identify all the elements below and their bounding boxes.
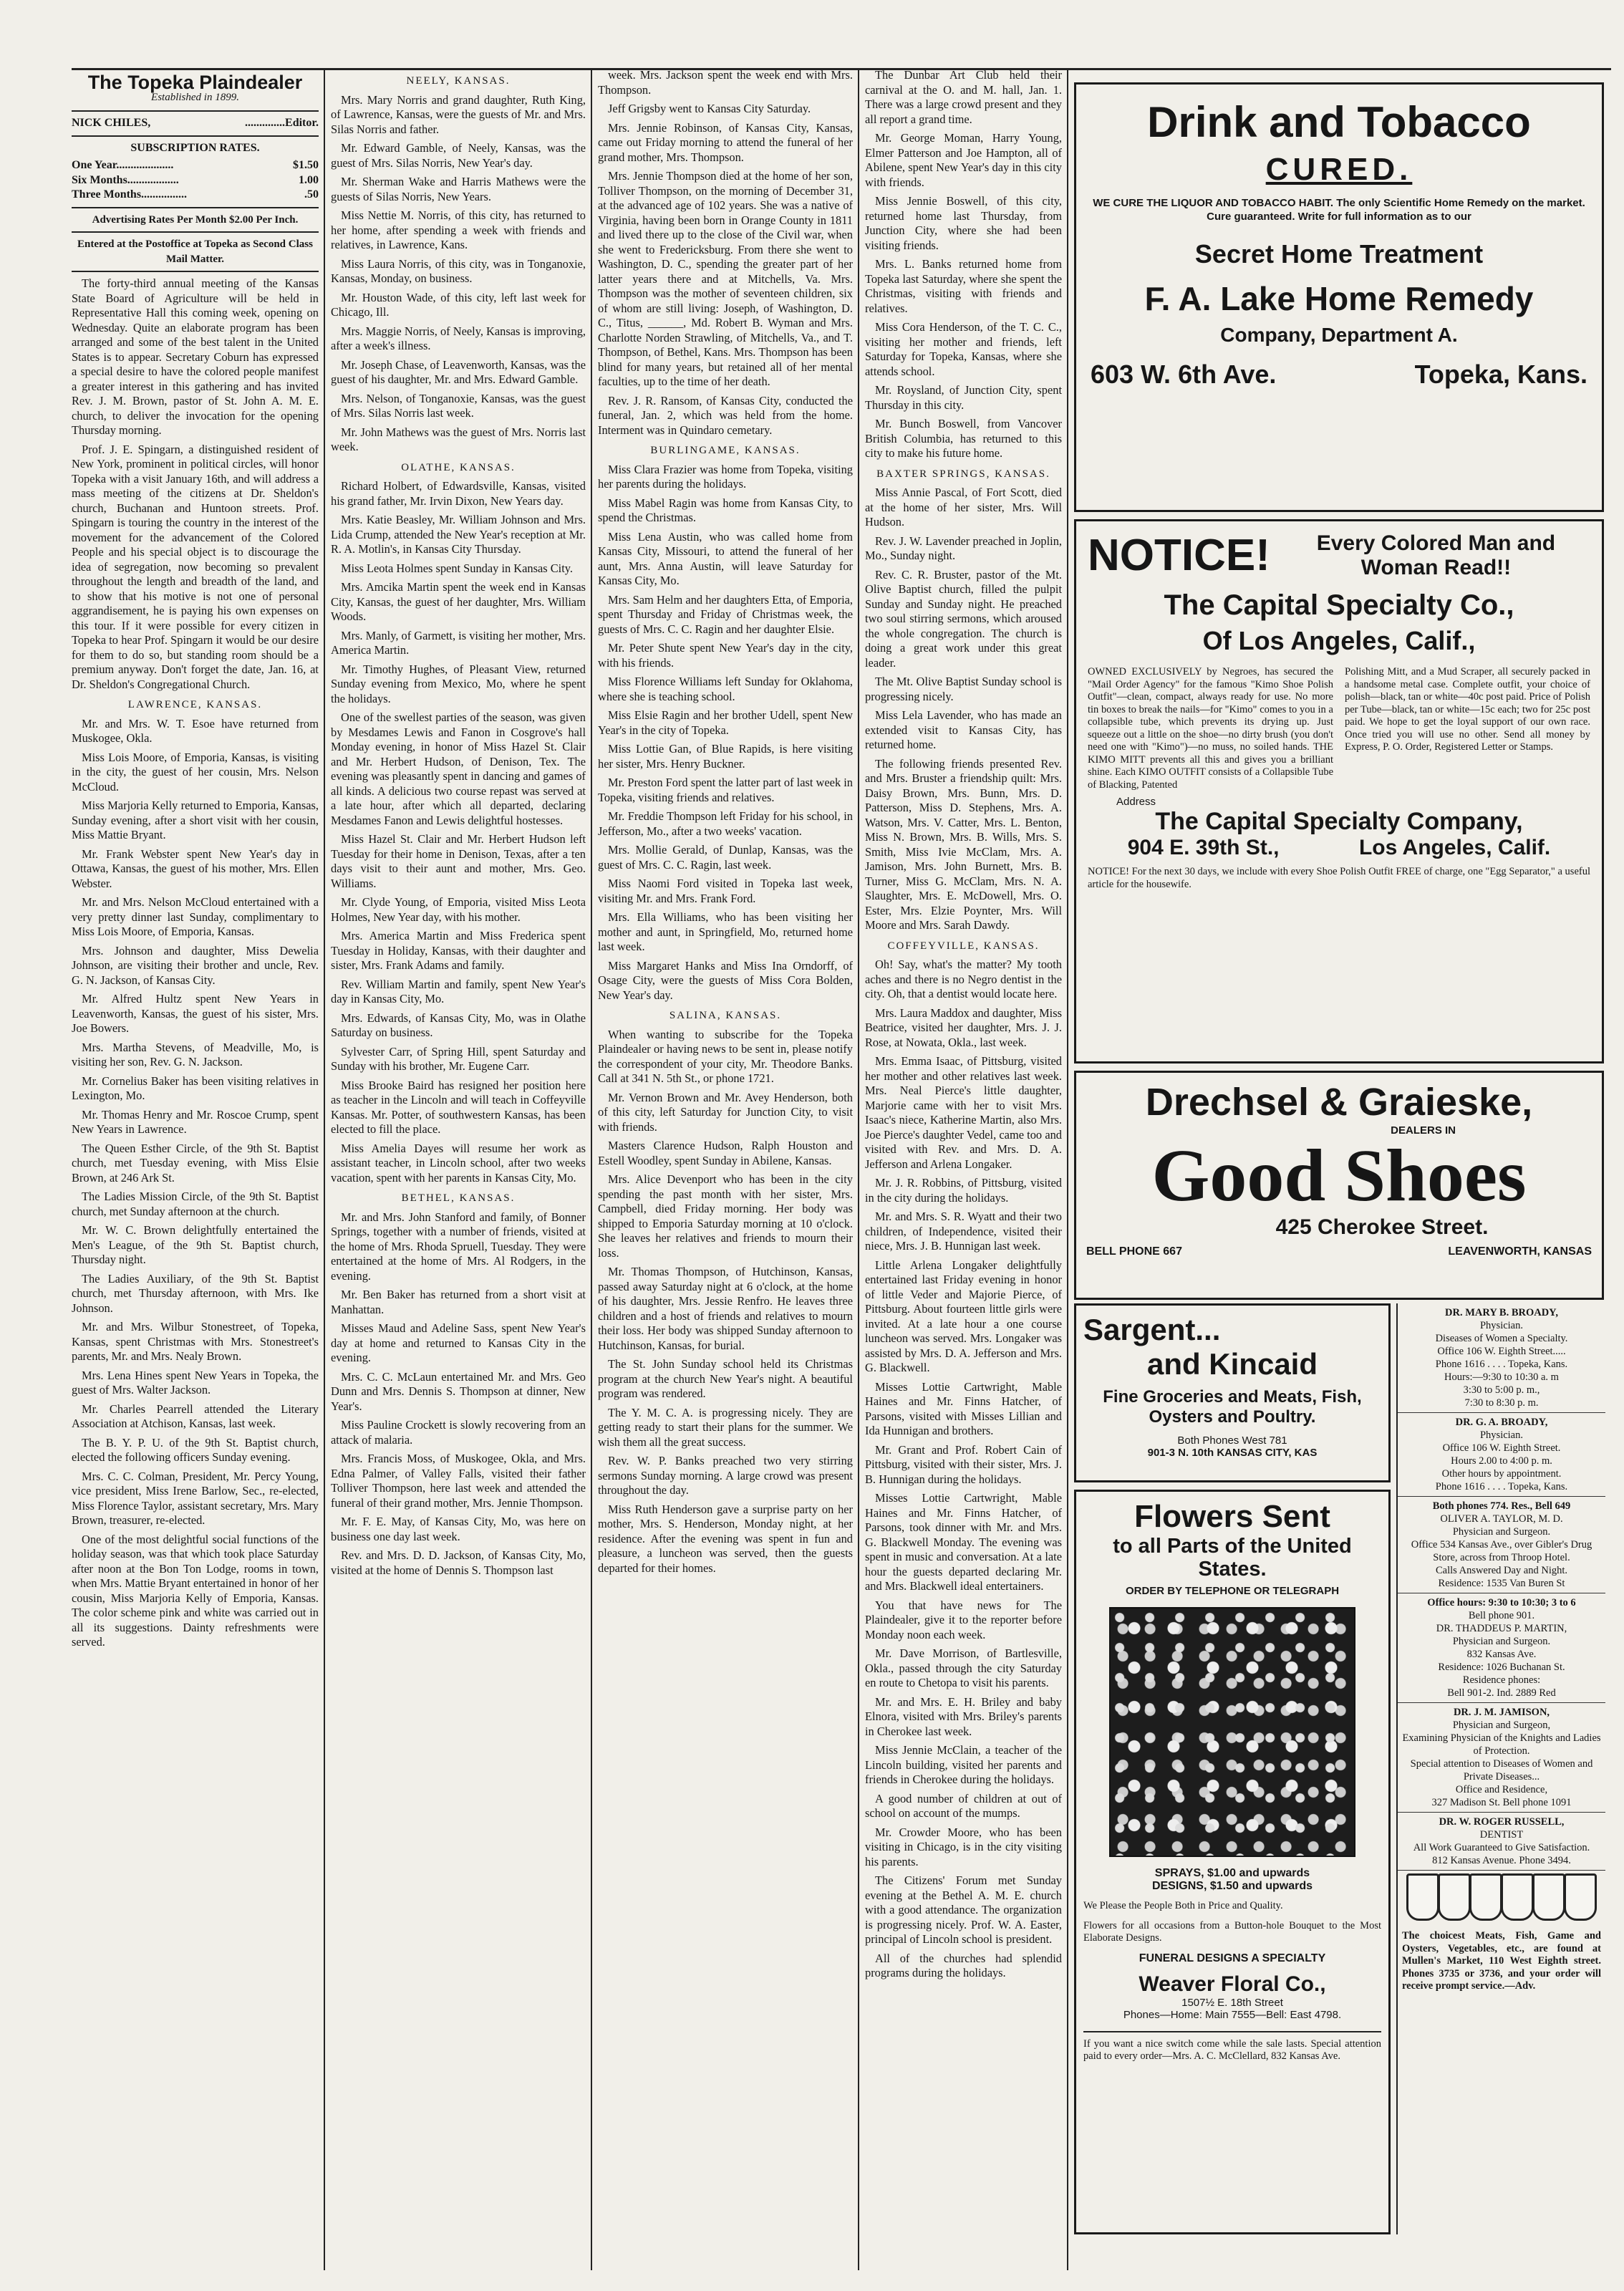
notice-body-right: Polishing Mitt, and a Mud Scraper, all securely packed in a handsome metal case. Complete outfit, your choice of polish—black, tan or white—40c post paid. Price of Polish per Tube—black, tan or white—15c each; two for 25c post paid. We hope to get the loyal support of our own race. Once tried you will use no other. Send all money by Express, P. O. Order, Registered Letter or Stamps. bbox=[1345, 666, 1590, 753]
news-paragraph: Miss Nettie M. Norris, of this city, has returned to her home, after spending a week with friends and relatives, in Lawrence, Kans. bbox=[331, 208, 586, 251]
news-paragraph: Mr. Edward Gamble, of Neely, Kansas, was the guest of Mrs. Silas Norris, New Year's day. bbox=[331, 141, 586, 170]
flowers-sprays: SPRAYS, $1.00 and upwards bbox=[1154, 1867, 1310, 1879]
news-paragraph: Mr. Freddie Thompson left Friday for his school, in Jefferson, Mo., after a two weeks' vacation. bbox=[598, 809, 853, 838]
news-paragraph: Rev. J. R. Ransom, of Kansas City, conducted the funeral, Jan. 2, which was held from the home. Interment was in Quindaro cemetary. bbox=[598, 393, 853, 437]
rate-value: 1.00 bbox=[299, 173, 319, 186]
professional-card bbox=[1398, 1303, 1605, 1413]
news-paragraph: Sylvester Carr, of Spring Hill, spent Saturday and Sunday with his brother, Mr. Eugene Carr. bbox=[331, 1044, 586, 1073]
column-1 bbox=[72, 68, 319, 2270]
grocery-name2: and Kincaid bbox=[1146, 1347, 1318, 1381]
news-paragraph: You that have news for The Plaindealer, give it to the reporter before Monday noon each week. bbox=[865, 1598, 1062, 1641]
grocery-name1: Sargent... bbox=[1083, 1313, 1221, 1346]
news-paragraph: Jeff Grigsby went to Kansas City Saturday. bbox=[608, 102, 811, 115]
section-heading: SALINA, KANSAS. bbox=[669, 1010, 782, 1021]
news-paragraph: Mr. and Mrs. E. H. Briley and baby Elnora, visited with Mrs. Briley's parents in Cherokee last week. bbox=[865, 1694, 1062, 1738]
kimo-polish-ad bbox=[1074, 519, 1604, 1063]
news-paragraph: Rev. William Martin and family, spent New Year's day in Kansas City, Mo. bbox=[331, 977, 586, 1005]
news-paragraph: Miss Amelia Dayes will resume her work as assistant teacher, in Lincoln school, after two weeks vacation, spent with her parents in Kansas City, Mo. bbox=[331, 1141, 586, 1185]
news-paragraph: The Queen Esther Circle, of the 9th St. Baptist church, met Tuesday evening, with Miss Elsie Brown, at 246 Ark St. bbox=[72, 1141, 319, 1185]
notice-headline: NOTICE! bbox=[1088, 531, 1270, 580]
masthead-title: The Topeka Plaindealer bbox=[87, 72, 303, 93]
news-paragraph: Mrs. Edwards, of Kansas City, Mo, was in Olathe Saturday on business. bbox=[331, 1011, 586, 1039]
dentures-icon bbox=[1398, 1871, 1605, 1927]
card-line: Office 106 W. Eighth Street..... bbox=[1437, 1346, 1566, 1357]
article-list bbox=[331, 479, 586, 1185]
shoes-dealers: DEALERS IN bbox=[1391, 1124, 1456, 1137]
news-paragraph: Mr. George Moman, Harry Young, Elmer Patterson and Joe Hampton, all of Abilene, spent New Year's day in this city with friends. bbox=[865, 131, 1062, 189]
news-paragraph: Miss Jennie McClain, a teacher of the Lincoln building, visited her parents and friends in Cherokee during the holidays. bbox=[865, 1743, 1062, 1786]
news-paragraph: Miss Elsie Ragin and her brother Udell, spent New Year's in the city of Topeka. bbox=[598, 708, 853, 737]
flowers-line2: to all Parts of the United States. bbox=[1113, 1535, 1352, 1581]
flowers-order: ORDER BY TELEPHONE OR TELEGRAPH bbox=[1125, 1585, 1340, 1597]
news-paragraph: Mrs. C. C. McLaun entertained Mr. and Mrs. Geo Dunn and Mrs. Dennis S. Thompson at dinner, New Year's. bbox=[331, 1369, 586, 1413]
article-list bbox=[865, 68, 1062, 461]
ad-company: F. A. Lake Home Remedy bbox=[1144, 280, 1534, 317]
notice-city: Of Los Angeles, Calif., bbox=[1202, 626, 1476, 655]
card-line: Residence: 1026 Buchanan St. bbox=[1438, 1661, 1565, 1673]
notice-company: The Capital Specialty Co., bbox=[1164, 589, 1514, 621]
news-paragraph: Mr. Clyde Young, of Emporia, visited Miss Leota Holmes, New Year day, with his mother. bbox=[331, 895, 586, 924]
news-paragraph: Mrs. Nelson, of Tonganoxie, Kansas, was the guest of Mrs. Silas Norris last week. bbox=[331, 391, 586, 420]
grocery-address: 901-3 N. 10th KANSAS CITY, KAS bbox=[1147, 1447, 1318, 1459]
news-paragraph: Mrs. Mary Norris and grand daughter, Ruth King, of Lawrence, Kansas, were the guests of Mr. and Mrs. Silas Norris and father. bbox=[331, 92, 586, 136]
article-list bbox=[865, 486, 1062, 933]
grocery-phones: Both Phones West 781 bbox=[1177, 1434, 1287, 1447]
editor-line bbox=[72, 116, 319, 131]
flowers-footer: If you want a nice switch come while the sale lasts. Special attention paid to every order—Mrs. A. C. McClellard, 832 Kansas Ave. bbox=[1083, 2031, 1381, 2063]
flowers-occasions: Flowers for all occasions from a Button-hole Bouquet to the Most Elaborate Designs. bbox=[1083, 1919, 1381, 1944]
article-list bbox=[598, 1028, 853, 1576]
rates-heading: SUBSCRIPTION RATES. bbox=[130, 141, 260, 154]
news-paragraph: Mr. Ben Baker has returned from a short visit at Manhattan. bbox=[331, 1288, 586, 1316]
section-heading: BAXTER SPRINGS, KANSAS. bbox=[876, 468, 1050, 480]
flower-bouquet-image bbox=[1109, 1607, 1355, 1857]
news-paragraph: Mrs. Alice Devenport who has been in the city spending the past month with her sister, Mrs. Campbell, died Friday morning. Her body was shipped to Emporia Saturday morning at 10 o'clock. She leaves her relatives and friends to mourn their loss. bbox=[598, 1172, 853, 1260]
card-line: Other hours by appointment. bbox=[1441, 1468, 1562, 1480]
news-paragraph: Mrs. Jennie Thompson died at the home of her son, Tolliver Thompson, on the morning of December 31, at the advanced age of 102 years. She was a native of Virginia, having been born in Orange County in 1811 and lived there up to the close of the Civil war, when she went to Fredericksburg. From there she went to Washington, D. C., spending the greater part of her latter years there and at Mitchells, Va. Mrs. Thompson was the mother of seventeen children, six of whom are still living: Joseph, of Washington, D. C., Titus, ______, Md. Robert B. Wyman and Mrs. Charlotte Norden Strawling, of Mitchells, Va., and T. Thompson, of Bethel, Kans. Mrs. Thompson has been blind for many years, but retained all of her mental faculties, up to the time of her death. bbox=[598, 169, 853, 388]
news-paragraph: Miss Ruth Henderson gave a surprise party on her mother, Mrs. S. Henderson, Monday night, at her residence. After the evening was spent in fun and pleasure, a luncheon was served, then the guests departed for their homes. bbox=[598, 1502, 853, 1575]
news-paragraph: week. Mrs. Jackson spent the week end with Mrs. Thompson. bbox=[598, 68, 853, 97]
notice-sub: Every Colored Man and Woman Read!! bbox=[1316, 531, 1556, 579]
column-rule bbox=[1067, 68, 1068, 2270]
news-paragraph: Miss Mabel Ragin was home from Kansas City, to spend the Christmas. bbox=[598, 496, 853, 524]
notice-company2: The Capital Specialty Company, bbox=[1155, 808, 1523, 835]
news-paragraph: Misses Lottie Cartwright, Mable Haines and Mr. Finns Hatcher, of Parsons, visited with Misses Lillian and Ida Hunnigan and brothers. bbox=[865, 1379, 1062, 1437]
news-paragraph: Mrs. Mollie Gerald, of Dunlap, Kansas, was the guest of Mrs. C. C. Ragin, last week. bbox=[598, 843, 853, 872]
news-paragraph: Miss Lois Moore, of Emporia, Kansas, is visiting in the city, the guest of her cousin, Mrs. Nelson McCloud. bbox=[72, 750, 319, 794]
news-paragraph: Mrs. Laura Maddox and daughter, Miss Beatrice, visited her daughter, Mrs. J. J. Rose, at Nowata, Okla., last week. bbox=[865, 1005, 1062, 1049]
news-paragraph: Mr. Thomas Henry and Mr. Roscoe Crump, spent New Years in Lawrence. bbox=[72, 1107, 319, 1136]
notice-address-label: Address bbox=[1116, 796, 1156, 808]
news-paragraph: The Mt. Olive Baptist Sunday school is progressing nicely. bbox=[865, 675, 1062, 703]
flowers-funeral: FUNERAL DESIGNS A SPECIALTY bbox=[1139, 1952, 1326, 1964]
article-list bbox=[598, 68, 853, 438]
rate-label: Three Months................ bbox=[72, 188, 188, 201]
ad-body: WE CURE THE LIQUOR AND TOBACCO HABIT. The only Scientific Home Remedy on the market. Cure guaranteed. Write for full information as to our bbox=[1093, 197, 1585, 223]
professional-card bbox=[1398, 1703, 1605, 1813]
flowers-ad bbox=[1074, 1490, 1391, 2234]
news-paragraph: One of the swellest parties of the season, was given by Mesdames Lewis and Fanon in Cosgrove's hall Monday evening, in honor of Miss Hazel St. Clair and Mr. Herbert Hudson, of Denison, Tex. The evening was pleasantly spent in dancing and games of all kinds. A delicious two course repast was served at a late hour, after which all departed, declaring Mesdames Fanon and Lewis delightful hostesses. bbox=[331, 710, 586, 827]
news-paragraph: Mr. Charles Pearrell attended the Literary Association at Atchison, Kansas, last week. bbox=[72, 1402, 319, 1430]
news-paragraph: Miss Cora Henderson, of the T. C. C., visiting her mother and friends, left Saturday for Topeka, Kansas, where she attends school. bbox=[865, 320, 1062, 378]
grocery-body: Fine Groceries and Meats, Fish, Oysters and Poultry. bbox=[1103, 1387, 1362, 1427]
card-line: Residence: 1535 Van Buren St bbox=[1438, 1578, 1565, 1589]
news-paragraph: Mr. Cornelius Baker has been visiting relatives in Lexington, Mo. bbox=[72, 1074, 319, 1102]
card-line: Physician and Surgeon, bbox=[1452, 1720, 1551, 1731]
news-paragraph: Mr. Peter Shute spent New Year's day in the city, with his friends. bbox=[598, 641, 853, 670]
ad-cured: CURED. bbox=[1265, 152, 1413, 187]
article-list bbox=[72, 717, 319, 1650]
tobacco-cure-ad bbox=[1074, 82, 1604, 512]
card-line: All Work Guaranteed to Give Satisfaction. bbox=[1413, 1842, 1590, 1853]
advertising-rates: Advertising Rates Per Month $2.00 Per Inch. bbox=[92, 213, 299, 226]
article-list bbox=[72, 276, 319, 692]
shoes-city: LEAVENWORTH, KANSAS bbox=[1448, 1245, 1592, 1258]
meats-ad: The choicest Meats, Fish, Game and Oysters, Vegetables, etc., are found at Mullen's Market, 110 West Eighth street. Phones 3735 or 3736, and your order will receive prompt service.—Adv. bbox=[1402, 1930, 1601, 1992]
card-line: Examining Physician of the Knights and Ladies of Protection. bbox=[1402, 1732, 1601, 1757]
news-paragraph: Mrs. Francis Moss, of Muskogee, Okla, and Mrs. Edna Palmer, of Valley Falls, visited their father Tolliver Thompson, here last week and attended the funeral of their grand mother, Mrs. Jennie Thompson. bbox=[331, 1452, 586, 1510]
grocery-ad bbox=[1074, 1303, 1391, 1482]
rates-table bbox=[72, 158, 319, 203]
shoes-name: Drechsel & Graieske, bbox=[1145, 1081, 1533, 1124]
professional-cards bbox=[1396, 1303, 1605, 2234]
news-paragraph: All of the churches had splendid programs during the holidays. bbox=[865, 1951, 1062, 1979]
news-paragraph: Miss Hazel St. Clair and Mr. Herbert Hudson left Tuesday for their home in Denison, Texas, after a ten days visit to their aunt and mother, Mrs. Geo. Williams. bbox=[331, 832, 586, 890]
newspaper-page bbox=[72, 68, 1611, 2270]
card-line: Residence phones: bbox=[1462, 1674, 1541, 1686]
news-paragraph: Miss Jennie Boswell, of this city, returned home last Thursday, from Junction City, where she had been visiting friends. bbox=[865, 194, 1062, 252]
news-paragraph: The following friends presented Rev. and Mrs. Bruster a friendship quilt: Mrs. Daisy Brown, Mrs. Bunn, Mrs. D. Patterson, Miss D. Stephens, Mrs. A. Watson, Mrs. V. Catter, Mrs. L. Benton, Miss N. Brown, Mrs. B. Wills, Mrs. S. Smith, Miss Ivie McClam, Mrs. A. Jamison, Mrs. John Burnett, Mrs. B. Turner, Miss G. McClam, Mrs. N. A. Slaughter, Mrs. E. McDowell, Mrs. O. Ester, Mrs. Elzie Poynter, Mrs. Will Moore and Mrs. Sarah Dawdy. bbox=[865, 756, 1062, 932]
ad-secret: Secret Home Treatment bbox=[1194, 239, 1484, 269]
editor-name: NICK CHILES, bbox=[72, 117, 151, 129]
news-paragraph: Mr. F. E. May, of Kansas City, Mo, was here on business one day last week. bbox=[331, 1515, 586, 1543]
card-line: 832 Kansas Ave. bbox=[1466, 1649, 1537, 1660]
flowers-florist: Weaver Floral Co., bbox=[1139, 1972, 1326, 1996]
news-paragraph: The Ladies Mission Circle, of the 9th St. Baptist church, met Sunday afternoon at the church. bbox=[72, 1190, 319, 1218]
notice-body-left: OWNED EXCLUSIVELY by Negroes, has secured the "Mail Order Agency" for the famous "Kimo Shoe Polish Outfit"—clean, compact, always ready for use. No more tin boxes to break the nails—for "Kimo" comes to you in a collapsible tube, which prevents its drying up. Just squeeze out a little on the shoe—no dirty brush (you don't need one with "Kimo")—no muss, no soiled hands. THE KIMO MITT prevents all this and gives you a brilliant shine. Each KIMO OUTFIT consists of a Collapsible Tube of Blacking, Patented bbox=[1088, 666, 1333, 791]
card-line: Physician and Surgeon. bbox=[1452, 1636, 1551, 1647]
ad-dept: Company, Department A. bbox=[1220, 324, 1458, 346]
article-list bbox=[331, 93, 586, 455]
news-paragraph: Mr. and Mrs. S. R. Wyatt and their two children, of Independence, visited their niece, Mrs. J. B. Hunnigan last week. bbox=[865, 1210, 1062, 1253]
news-paragraph: Richard Holbert, of Edwardsville, Kansas, visited his grand father, Mr. Irvin Dixon, New Years day. bbox=[331, 479, 586, 508]
news-paragraph: Mrs. Maggie Norris, of Neely, Kansas is improving, after a week's illness. bbox=[331, 324, 586, 352]
article-list bbox=[865, 958, 1062, 1981]
news-paragraph: Mr. and Mrs. Nelson McCloud entertained with a very pretty dinner last Sunday, complimentary to Miss Lois Moore, of Emporia, Kansas. bbox=[72, 895, 319, 938]
card-line: Special attention to Diseases of Women and Private Diseases... bbox=[1410, 1758, 1593, 1783]
news-paragraph: Misses Lottie Cartwright, Mable Haines and Mr. Finns Hatcher, of Parsons, took dinner with Mr. and Mrs. G. Blackwell Monday. The evening was spent in music and conversation. At a late hour the guests departed declaring Mr. and Mrs. Blackwell ideal entertainers. bbox=[865, 1491, 1062, 1593]
card-line: DR. THADDEUS P. MARTIN, bbox=[1436, 1623, 1567, 1634]
section-heading: COFFEYVILLE, KANSAS. bbox=[887, 940, 1040, 952]
news-paragraph: Mr. John Mathews was the guest of Mrs. Norris last week. bbox=[331, 425, 586, 453]
column-2 bbox=[331, 68, 586, 2270]
news-paragraph: Miss Margaret Hanks and Miss Ina Orndorff, of Osage City, were the guests of Miss Cora Bolden, New Year's day. bbox=[598, 958, 853, 1002]
news-paragraph: Mrs. Emma Isaac, of Pittsburg, visited her mother and other relatives last week. Mrs. Neal Pierce's little daughter, Marjorie came with her to visit Mrs. Isaac's niece, Katherine Martin, also Mrs. Joe Pierce's daughter Vedel, came too and visited with Rev. and Mrs. D. A. Jefferson and Arlena Longaker. bbox=[865, 1054, 1062, 1171]
news-paragraph: Miss Lena Austin, who was called home from Kansas City, Missouri, to attend the funeral of her aunt, Mrs. Anna Austin, will leave Saturday for Kansas City, Mo. bbox=[598, 529, 853, 587]
card-line: Both phones 774. Res., Bell 649 bbox=[1432, 1500, 1571, 1512]
rate-value: .50 bbox=[304, 188, 319, 201]
news-paragraph: Mr. Dave Morrison, of Bartlesville, Okla., passed through the city Saturday en route to Chetopa to visit his parents. bbox=[865, 1646, 1062, 1689]
news-paragraph: One of the most delightful social functions of the holiday season, was that which took place Saturday after noon at the Bon Ton Lodge, rooms in town, when Mrs. Mattie Bryant entertained in honor of her cousin, Miss Marjoria Kelly of Emporia, Kansas. The color scheme pink and white was carried out in all its suggestions. Dainty refreshments were served. bbox=[72, 1532, 319, 1649]
news-paragraph: A good number of children at out of school on account of the mumps. bbox=[865, 1791, 1062, 1820]
ad-address: 603 W. 6th Ave. bbox=[1091, 360, 1277, 389]
card-line: OLIVER A. TAYLOR, M. D. bbox=[1440, 1513, 1563, 1525]
news-paragraph: Rev. and Mrs. D. D. Jackson, of Kansas City, Mo, visited at the home of Dennis S. Thompson last bbox=[331, 1548, 586, 1577]
card-line: DR. G. A. BROADY, bbox=[1455, 1417, 1548, 1428]
column-3 bbox=[598, 68, 853, 2270]
professional-card bbox=[1398, 1413, 1605, 1497]
article-list bbox=[331, 1210, 586, 1578]
news-paragraph: Mr. W. C. Brown delightfully entertained the Men's League, of the 9th St. Baptist church, Thursday night. bbox=[72, 1223, 319, 1266]
card-line: 7:30 to 8:30 p. m. bbox=[1464, 1397, 1539, 1409]
card-line: 812 Kansas Avenue. Phone 3494. bbox=[1432, 1855, 1571, 1866]
news-paragraph: Mrs. America Martin and Miss Frederica spent Tuesday in Holiday, Kansas, with their daughter and sister, Mrs. Frank Adams and family. bbox=[331, 929, 586, 972]
news-paragraph: Little Arlena Longaker delightfully entertained last Friday evening in honor of little Veder and Majorie Pierce, of Pittsburg. About fourteen little girls were invited. At a late hour a one course luncheon was served. Mrs. Longaker was assisted by Mrs. D. A. Jefferson and Mrs. G. Blackwell. bbox=[865, 1258, 1062, 1374]
news-paragraph: When wanting to subscribe for the Topeka Plaindealer or having news to be sent in, please notify the correspondent of your city, Mr. Theodore Banks. Call at 341 N. 5th St., or phone 1721. bbox=[598, 1027, 853, 1085]
news-paragraph: Miss Clara Frazier was home from Topeka, visiting her parents during the holidays. bbox=[598, 462, 853, 491]
card-line: DR. J. M. JAMISON, bbox=[1453, 1707, 1550, 1718]
news-paragraph: Misses Maud and Adeline Sass, spent New Year's day at home and returned to Kansas City in the evening. bbox=[331, 1321, 586, 1364]
professional-card bbox=[1398, 1497, 1605, 1593]
shoes-ad bbox=[1074, 1071, 1604, 1300]
section-heading: LAWRENCE, KANSAS. bbox=[127, 699, 263, 710]
news-paragraph: Miss Lela Lavender, who has made an extended visit to Kansas City, has returned home. bbox=[865, 708, 1062, 751]
card-line: DR. W. ROGER RUSSELL, bbox=[1439, 1816, 1565, 1828]
section-heading: BURLINGAME, KANSAS. bbox=[650, 445, 801, 456]
news-paragraph: The forty-third annual meeting of the Kansas State Board of Agriculture will be held in Representative Hall this coming week, opening on Wednesday. Quite an elaborate program has been arranged and some of the best talent in the United States is to appear. Secretary Coburn has expressed a special desire to have the colored people manifest a greater interest in this gathering and has invited Rev. J. M. Brown, pastor of St. John A. M. E. church, to deliver the invocation for the opening Thursday morning. bbox=[72, 276, 319, 437]
news-paragraph: Miss Laura Norris, of this city, was in Tonganoxie, Kansas, Monday, on business. bbox=[331, 256, 586, 285]
masthead bbox=[72, 72, 319, 272]
card-line: Hours:—9:30 to 10:30 a. m bbox=[1444, 1371, 1559, 1383]
entered-notice: Entered at the Postoffice at Topeka as Second Class Mail Matter. bbox=[77, 238, 313, 265]
card-line: Office 534 Kansas Ave., over Gibler's Drug Store, across from Throop Hotel. bbox=[1411, 1539, 1592, 1563]
flowers-head: Flowers Sent bbox=[1134, 1499, 1330, 1534]
news-paragraph: Mrs. Sam Helm and her daughters Etta, of Emporia, spent Thursday and Friday of Christmas week, the guests of Mrs. C. C. Ragin and her daughter Elsie. bbox=[598, 592, 853, 636]
article-list bbox=[598, 463, 853, 1003]
card-line: Hours 2.00 to 4:00 p. m. bbox=[1451, 1455, 1552, 1467]
news-paragraph: Mr. J. R. Robbins, of Pittsburg, visited in the city during the holidays. bbox=[865, 1176, 1062, 1205]
news-paragraph: Mr. Bunch Boswell, from Vancover British Columbia, has returned to this city to make his future home. bbox=[865, 417, 1062, 460]
cards-list bbox=[1398, 1303, 1605, 1871]
column-4 bbox=[865, 68, 1062, 2270]
editor-role: ..............Editor. bbox=[245, 117, 319, 129]
ad-title: Drink and Tobacco bbox=[1147, 98, 1531, 146]
card-line: Physician. bbox=[1479, 1320, 1523, 1331]
card-line: Office 106 W. Eighth Street. bbox=[1442, 1442, 1561, 1454]
news-paragraph: Mr. Frank Webster spent New Year's day in Ottawa, Kansas, the guest of his mother, Mrs. Ellen Webster. bbox=[72, 847, 319, 890]
shoes-goods: Good Shoes bbox=[1151, 1134, 1527, 1217]
notice-footer: NOTICE! For the next 30 days, we include with every Shoe Polish Outfit FREE of charge, one "Egg Separator," a useful article for the housewife. bbox=[1088, 866, 1590, 890]
news-paragraph: Oh! Say, what's the matter? My tooth aches and there is no Negro dentist in the city. Oh, that a dentist would locate here. bbox=[865, 958, 1062, 1000]
card-line: Office and Residence, bbox=[1455, 1784, 1548, 1795]
notice-street: 904 E. 39th St., bbox=[1127, 836, 1280, 859]
news-paragraph: Mr. Grant and Prof. Robert Cain of Pittsburg, visited with their sister, Mrs. J. B. Hunnigan during the holidays. bbox=[865, 1442, 1062, 1486]
card-line: Bell phone 901. bbox=[1468, 1610, 1535, 1621]
news-paragraph: Miss Annie Pascal, of Fort Scott, died at the home of her sister, Mrs. Will Hudson. bbox=[865, 486, 1062, 529]
rate-label: One Year.................... bbox=[72, 159, 174, 171]
flowers-phones: Phones—Home: Main 7555—Bell: East 4798. bbox=[1123, 2008, 1342, 2021]
news-paragraph: Miss Marjoria Kelly returned to Emporia, Kansas, Sunday evening, after a short visit with her cousin, Miss Mattie Bryant. bbox=[72, 799, 319, 841]
card-line: DR. MARY B. BROADY, bbox=[1445, 1307, 1558, 1318]
flowers-street: 1507½ E. 18th Street bbox=[1181, 1996, 1283, 2009]
news-paragraph: Mrs. Lena Hines spent New Years in Topeka, the guest of Mrs. Walter Jackson. bbox=[72, 1368, 319, 1397]
section-heading: NEELY, KANSAS. bbox=[406, 75, 511, 87]
news-paragraph: Mr. Joseph Chase, of Leavenworth, Kansas, was the guest of his daughter, Mr. and Mrs. Edward Gamble. bbox=[331, 357, 586, 386]
card-line: Physician and Surgeon. bbox=[1452, 1526, 1551, 1538]
card-line: DENTIST bbox=[1479, 1829, 1524, 1841]
news-paragraph: Miss Pauline Crockett is slowly recovering from an attack of malaria. bbox=[331, 1418, 586, 1447]
rate-label: Six Months.................. bbox=[72, 173, 179, 186]
news-paragraph: The Y. M. C. A. is progressing nicely. They are getting ready to start their plans for the summer. We wish them all the great success. bbox=[598, 1405, 853, 1449]
news-paragraph: Masters Clarence Hudson, Ralph Houston and Estell Woodley, spent Sunday in Abilene, Kansas. bbox=[598, 1139, 853, 1167]
news-paragraph: Rev. W. P. Banks preached two very stirring sermons Sunday morning. A large crowd was present throughout the day. bbox=[598, 1454, 853, 1497]
news-paragraph: Rev. J. W. Lavender preached in Joplin, Mo., Sunday night. bbox=[865, 534, 1062, 562]
news-paragraph: Prof. J. E. Spingarn, a distinguished resident of New York, prominent in political circles, will honor Topeka with a visit January 16th, and will address a mass meeting of the citizens at Dr. Sheldon's church, Buchanan and Huntoon streets. Prof. Spingarn is touring the country in the interest of the movement for the advancement of the Colored People and his special object is to discourage the idea of segregation, now becoming so prevalent throughout the length and breadth of the land, and to show that his motive is not one of personal aggrandisement, he is paying his own expenses on this tour. If it were possible for every citizen in Topeka to hear Prof. Spingarn it would be our desire for them to do so, but standing room should be a premium anyway. Don't forget the date, Jan. 16, at Dr. Sheldon's Congregational Church. bbox=[72, 442, 319, 691]
news-paragraph: Rev. C. R. Bruster, pastor of the Mt. Olive Baptist church, filled the pulpit Sunday and Sunday night. He preached two soul stirring sermons, which aroused the whole congregation. The church is doing a great work under this great leader. bbox=[865, 567, 1062, 670]
news-paragraph: Mrs. Ella Williams, who has been visiting her mother and aunt, in Springfield, Mo, returned home last week. bbox=[598, 910, 853, 953]
card-line: 3:30 to 5:00 p. m., bbox=[1463, 1384, 1540, 1396]
notice-city2: Los Angeles, Calif. bbox=[1358, 836, 1551, 859]
news-paragraph: Mr. Alfred Hultz spent New Years in Leavenworth, Kansas, the guest of his sister, Mrs. Joe Bowers. bbox=[72, 992, 319, 1035]
card-line: Physician. bbox=[1479, 1429, 1523, 1441]
news-paragraph: Mr. and Mrs. Wilbur Stonestreet, of Topeka, Kansas, spent Christmas with Mrs. Stonestreet's parents, Mr. and Mrs. Nealy Brown. bbox=[72, 1320, 319, 1363]
news-paragraph: Mrs. Katie Beasley, Mr. William Johnson and Mrs. Lida Crump, attended the New Year's reception at Mr. R. A. Motlin's, in Kansas City Thursday. bbox=[331, 513, 586, 556]
section-heading: OLATHE, KANSAS. bbox=[401, 461, 516, 473]
rate-row bbox=[72, 188, 319, 203]
shoes-street: 425 Cherokee Street. bbox=[1275, 1215, 1489, 1239]
news-paragraph: Mr. Vernon Brown and Mr. Avey Henderson, both of this city, left Saturday for Junction City, to visit with friends. bbox=[598, 1090, 853, 1134]
ad-city: Topeka, Kans. bbox=[1414, 360, 1587, 389]
established-line: Established in 1899. bbox=[151, 91, 239, 103]
news-paragraph: Miss Florence Williams left Sunday for Oklahoma, where she is teaching school. bbox=[598, 675, 853, 703]
news-paragraph: Mr. Houston Wade, of this city, left last week for Chicago, Ill. bbox=[331, 290, 586, 319]
news-paragraph: The Dunbar Art Club held their carnival at the O. and M. hall, Jan. 1. There was a large crowd present and they all report a grand time. bbox=[865, 68, 1062, 126]
news-paragraph: Miss Brooke Baird has resigned her position here as teacher in the Lincoln and will teach in Coffeyville Kansas. Mr. Potter, of southwestern Kansas, has been elected to fill the place. bbox=[331, 1078, 586, 1136]
card-line: Diseases of Women a Specialty. bbox=[1435, 1333, 1568, 1344]
news-paragraph: Mr. Roysland, of Junction City, spent Thursday in this city. bbox=[865, 383, 1062, 412]
news-paragraph: Mr. Crowder Moore, who has been visiting in Chicago, is in the city visiting his parents. bbox=[865, 1825, 1062, 1868]
shoes-phone: BELL PHONE 667 bbox=[1086, 1245, 1182, 1258]
news-paragraph: Mr. Preston Ford spent the latter part of last week in Topeka, visiting friends and relatives. bbox=[598, 776, 853, 804]
news-paragraph: The Citizens' Forum met Sunday evening at the Bethel A. M. E. church with a good attendance. The organization is progressing nicely. Prof. W. A. Easter, principal of Lincoln school is president. bbox=[865, 1873, 1062, 1946]
news-paragraph: Mr. and Mrs. John Stanford and family, of Bonner Springs, together with a number of friends, visited at the home of Mrs. Rhoda Spruell, Tuesday. They were entertained at the home of Mrs. Al Rodgers, in the evening. bbox=[331, 1210, 586, 1283]
news-paragraph: Mrs. Manly, of Garmett, is visiting her mother, Mrs. America Martin. bbox=[331, 628, 586, 657]
card-line: Phone 1616 . . . . Topeka, Kans. bbox=[1435, 1359, 1568, 1370]
rate-row bbox=[72, 173, 319, 188]
news-paragraph: Mrs. L. Banks returned home from Topeka last Saturday, where she spent the Christmas, visiting with friends and relatives. bbox=[865, 257, 1062, 315]
professional-card bbox=[1398, 1593, 1605, 1703]
news-paragraph: Mrs. Johnson and daughter, Miss Dewelia Johnson, are visiting their brother and uncle, Rev. G. N. Jackson, of Kansas City. bbox=[72, 943, 319, 987]
news-paragraph: Mrs. Amcika Martin spent the week end in Kansas City, Kansas, the guest of her daughter, Mrs. William Woods. bbox=[331, 580, 586, 623]
news-paragraph: Mr. Timothy Hughes, of Pleasant View, returned Sunday evening from Mexico, Mo, where he spent the holidays. bbox=[331, 662, 586, 705]
news-paragraph: Mr. Sherman Wake and Harris Mathews were the guests of Silas Norris, New Years. bbox=[331, 175, 586, 203]
news-paragraph: Mrs. Jennie Robinson, of Kansas City, Kansas, came out Friday morning to attend the funeral of her grand mother, Mrs. Thompson. bbox=[598, 120, 853, 164]
card-line: Office hours: 9:30 to 10:30; 3 to 6 bbox=[1427, 1597, 1576, 1608]
news-paragraph: Miss Lottie Gan, of Blue Rapids, is here visiting her sister, Mrs. Henry Buckner. bbox=[598, 742, 853, 771]
card-line: Bell 901-2. Ind. 2889 Red bbox=[1447, 1687, 1556, 1699]
card-line: 327 Madison St. Bell phone 1091 bbox=[1431, 1797, 1572, 1808]
news-paragraph: Miss Naomi Ford visited in Topeka last week, visiting Mr. and Mrs. Frank Ford. bbox=[598, 877, 853, 905]
news-paragraph: Miss Leota Holmes spent Sunday in Kansas City. bbox=[341, 561, 573, 575]
column-rule bbox=[591, 68, 592, 2270]
column-rule bbox=[324, 68, 325, 2270]
section-heading: BETHEL, KANSAS. bbox=[401, 1192, 516, 1204]
card-line: Calls Answered Day and Night. bbox=[1435, 1565, 1568, 1576]
card-line: Phone 1616 . . . . Topeka, Kans. bbox=[1435, 1481, 1568, 1492]
news-paragraph: The B. Y. P. U. of the 9th St. Baptist church, elected the following officers Sunday evening. bbox=[72, 1435, 319, 1464]
news-paragraph: Mrs. Martha Stevens, of Meadville, Mo, is visiting her son, Rev. G. N. Jackson. bbox=[72, 1040, 319, 1069]
news-paragraph: Mr. Thomas Thompson, of Hutchinson, Kansas, passed away Saturday night at 6 o'clock, at the home of his daughter, Mrs. Jessie Renfro. He leaves three children and a host of friends and relatives to mourn their loss. Her body was shipped Sunday afternoon to Hutchinson, Kansas, for burial. bbox=[598, 1265, 853, 1352]
professional-card bbox=[1398, 1813, 1605, 1871]
news-paragraph: Mrs. C. C. Colman, President, Mr. Percy Young, vice president, Miss Irene Barlow, Sec., re-elected, Miss Florence Taylor, assistant secretary, Mrs. Mary Brown, treasurer, re-elected. bbox=[72, 1469, 319, 1527]
flowers-designs: DESIGNS, $1.50 and upwards bbox=[1151, 1880, 1313, 1892]
flowers-please: We Please the People Both in Price and Quality. bbox=[1083, 1900, 1283, 1911]
news-paragraph: Mr. and Mrs. W. T. Esoe have returned from Muskogee, Okla. bbox=[72, 716, 319, 745]
rate-value: $1.50 bbox=[293, 159, 319, 171]
column-rule bbox=[858, 68, 859, 2270]
rate-row bbox=[72, 158, 319, 173]
news-paragraph: The Ladies Auxiliary, of the 9th St. Baptist church, met Thursday afternoon, with Mrs. Ike Johnson. bbox=[72, 1271, 319, 1315]
news-paragraph: The St. John Sunday school held its Christmas program at the church New Year's night. A beautiful program was rendered. bbox=[598, 1357, 853, 1400]
